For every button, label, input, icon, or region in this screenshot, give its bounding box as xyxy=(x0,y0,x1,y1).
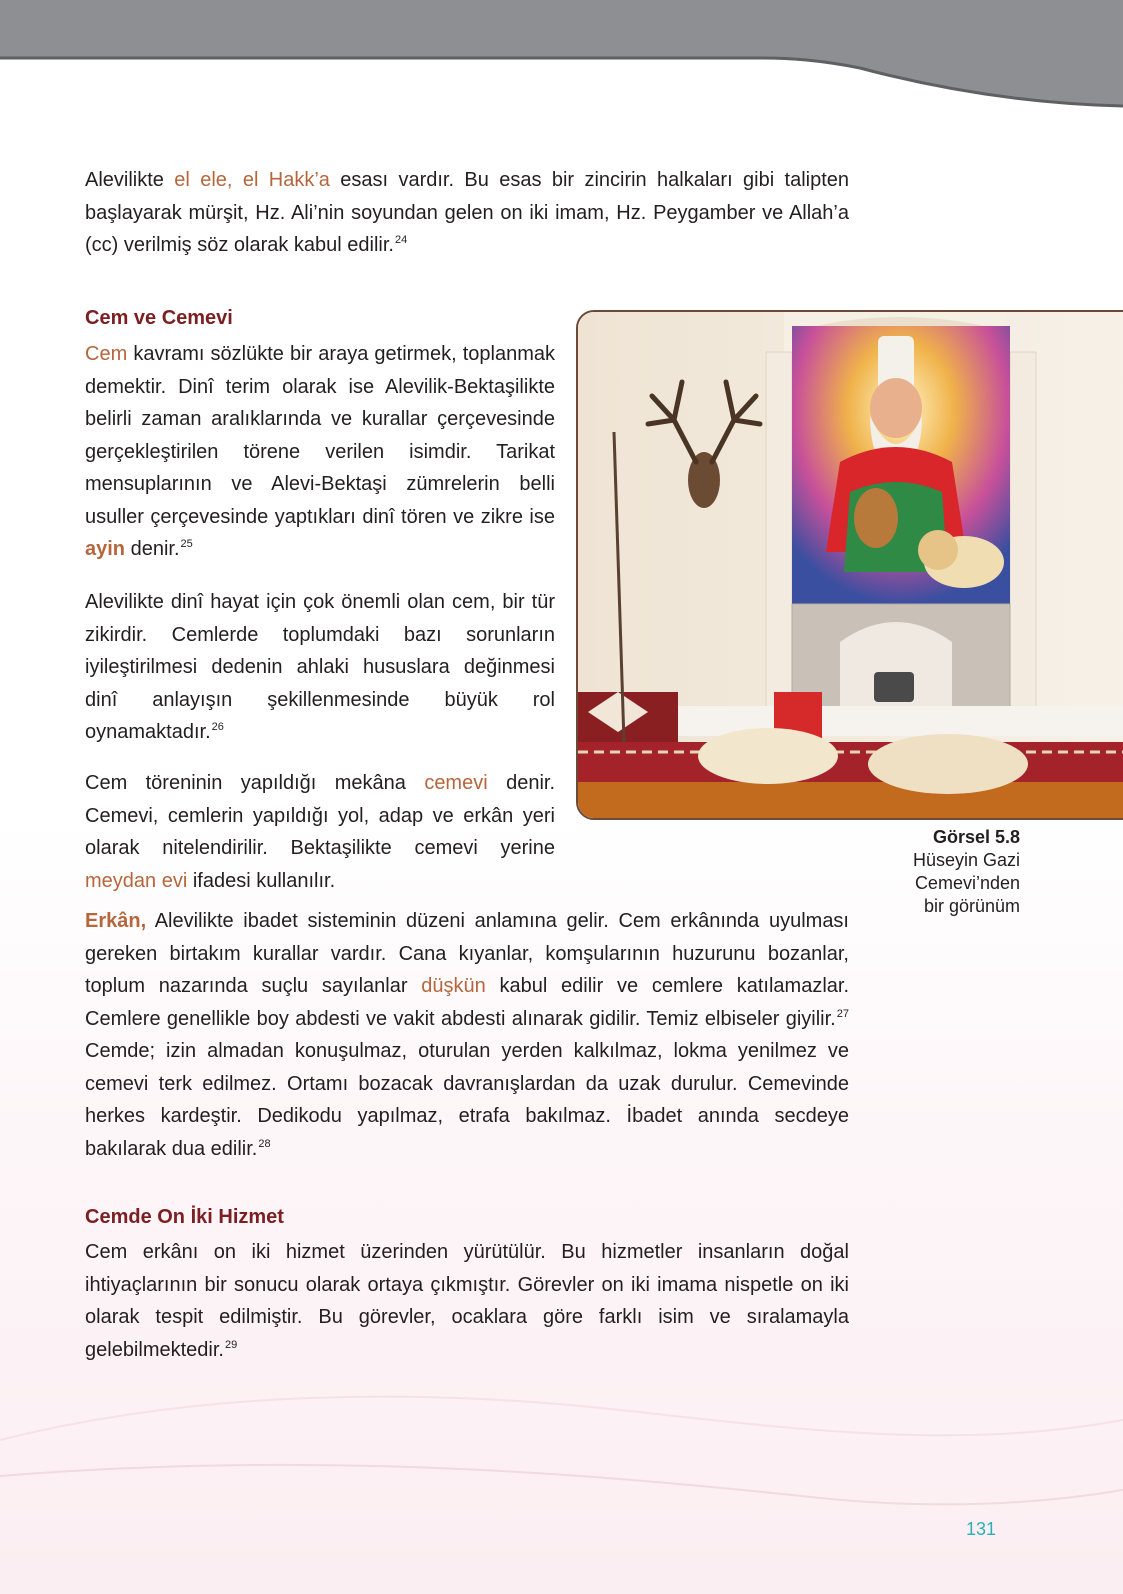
footnote-27: 27 xyxy=(836,1007,849,1020)
footnote-26: 26 xyxy=(211,721,224,733)
footnote-25: 25 xyxy=(180,538,193,550)
term-cemevi: cemevi xyxy=(424,772,488,794)
footnote-28: 28 xyxy=(258,1137,271,1150)
term-meydan-evi: meydan evi xyxy=(85,869,188,892)
cem-definition-paragraph: Cem kavramı sözlükte bir araya getirmek, toplanmak demektir. Dinî terim olarak ise Alevilik-Bektaşilikte belirli zaman aralıklarında ve kurallar çerçevesinde gerçekleştirilen törene verilen isimdir. Tarikat mensuplarının ve Alevi-Bektaşi zümrelerin belli usuller çerçevesinde yaptıkları dinî tören ve zikre ise ayin denir.$^{25}$ xyxy=(85,343,555,560)
bottom-decorative-swoosh xyxy=(0,1380,1123,1594)
term-ayin: ayin xyxy=(85,538,126,560)
caption-line: bir görünüm xyxy=(923,896,1020,916)
term-erkan: Erkân, xyxy=(85,910,147,932)
caption-line: Hüseyin Gazi xyxy=(912,850,1020,870)
cem-zikir-paragraph: Alevilikte dinî hayat için çok önemli olan cem, bir tür zikirdir. Cemlerde toplumdaki bazı sorunların iyileştirilmesi dedenin ahlaki hususlara değinmesi dinî anlayışın şekillenmesinde büyük rol oynamaktadır.$^{26}$ xyxy=(85,591,555,743)
caption-line: Cemevi’nden xyxy=(914,873,1020,893)
page-number: 131 xyxy=(966,1519,997,1539)
intro-paragraph: Alevilikte el ele, el Hakk’a esası vardır. Bu esas bir zincirin halkaları gibi talipten başlayarak mürşit, Hz. Ali’nin soyundan gelen on iki imam, Hz. Peygamber ve Allah’a (cc) verilmiş söz olarak kabul edilir.$^{24}$ xyxy=(85,169,850,256)
figure-caption xyxy=(860,826,1020,918)
erkan-paragraph: Erkân, Alevilikte ibadet sisteminin düzeni anlamına gelir. Cem erkânında uyulması gereken birtakım kurallar vardır. Cana kıyanlar, komşularının huzurunu bozanlar, toplum nazarında suçlu sayılanlar düşkün kabul edilir ve cemlere katılamazlar. Cemlere genellikle boy abdesti ve vakit abdesti alınarak gidilir. Temiz elbiseler giyilir.$^{27}$ Cemde; izin almadan konuşulmaz, oturulan yerden kalkılmaz, lokma yenilmez ve cemevi terk edilmez. Ortamı bozacak davranışlardan da uzak durulur. Cemevinde herkes kardeştir. Dedikodu yapılmaz, etrafa bakılmaz. İbadet anında secdeye bakılarak dua edilir.$^{28}$ xyxy=(85,910,849,1160)
footnote-29: 29 xyxy=(224,1338,238,1351)
header-band xyxy=(0,0,1123,120)
term-cem: Cem xyxy=(85,343,128,365)
footnote-24: 24 xyxy=(394,234,408,246)
term-el-ele: el ele, el Hakk’a xyxy=(174,169,330,191)
cemevi-photo xyxy=(576,310,1123,820)
cemevi-paragraph: Cem töreninin yapıldığı mekâna cemevi denir. Cemevi, cemlerin yapıldığı yol, adap ve erkân yeri olarak nitelendirilir. Bektaşilikte cemevi yerine meydan evi ifadesi kullanılır. xyxy=(85,772,555,892)
hizmet-paragraph: Cem erkânı on iki hizmet üzerinden yürütülür. Bu hizmetler insanların doğal ihtiyaçlarının bir sonucu olarak ortaya çıkmıştır. Görevler on iki imama nispetle on iki olarak tespit edilmiştir. Bu görevler, ocaklara göre farklı isim ve sıralamayla gelebilmektedir.$^{29}$ xyxy=(85,1241,849,1361)
figure-label: Görsel 5.8 xyxy=(932,827,1020,847)
heading-cemde-on-iki-hizmet: Cemde On İki Hizmet xyxy=(85,1206,284,1228)
heading-cem-ve-cemevi: Cem ve Cemevi xyxy=(85,307,233,329)
term-duskun: düşkün xyxy=(421,975,486,997)
